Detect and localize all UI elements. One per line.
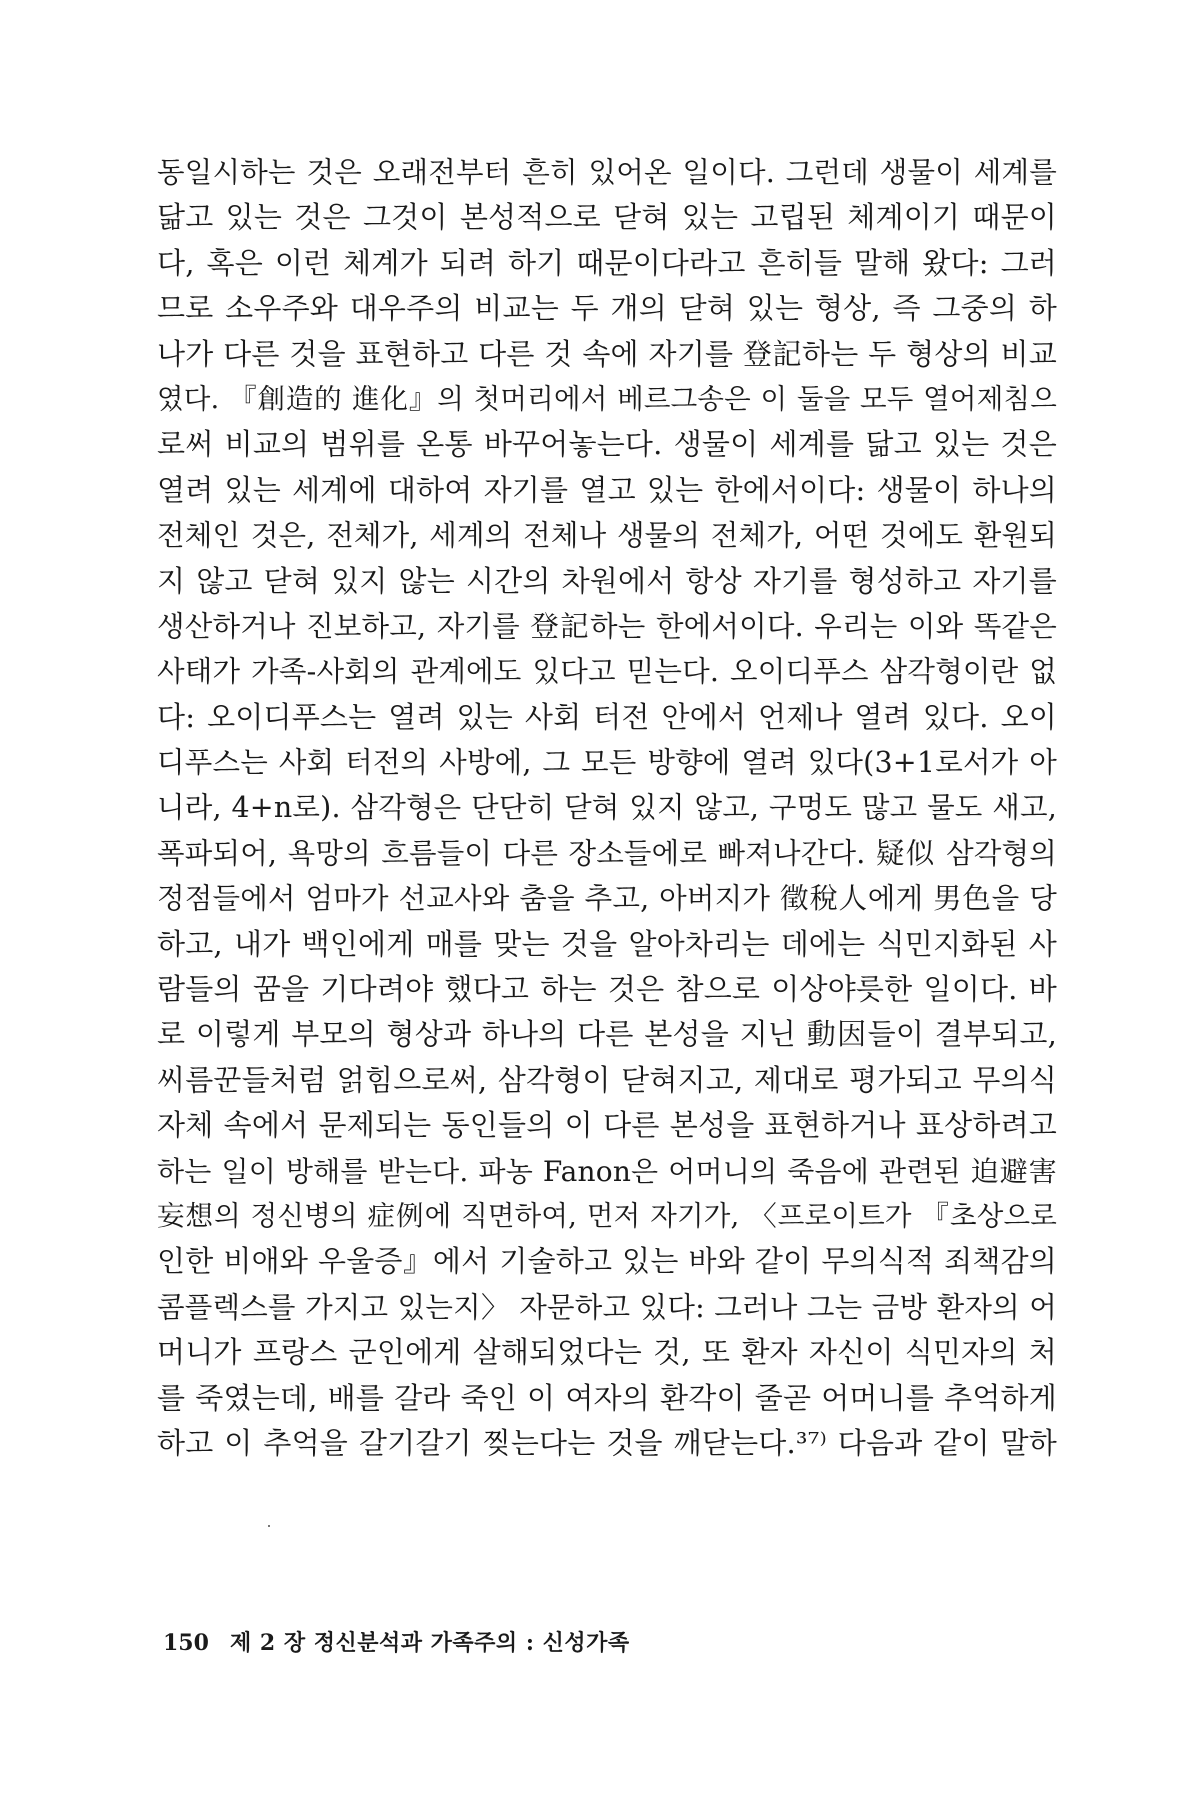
body-text [157,150,1057,1466]
text-line: 전체인 것은, 전체가, 세계의 전체나 생물의 전체가, 어떤 것에도 환원되 [157,519,1057,553]
text-line: 람들의 꿈을 기다려야 했다고 하는 것은 참으로 이상야릇한 일이다. 바 [157,972,1057,1007]
text-line: 콤플렉스를 가지고 있는지〉 자문하고 있다: 그러나 그는 금방 환자의 어 [157,1290,1057,1324]
text-line: 사태가 가족-사회의 관계에도 있다고 믿는다. 오이디푸스 삼각형이란 없 [157,655,1057,689]
text-line: 닮고 있는 것은 그것이 본성적으로 닫혀 있는 고립된 체계이기 때문이 [157,200,1057,235]
text-line: 지 않고 닫혀 있지 않는 시간의 차원에서 항상 자기를 형성하고 자기를 [157,563,1057,598]
text-line: 머니가 프랑스 군인에게 살해되었다는 것, 또 환자 자신이 식민자의 처 [157,1335,1057,1370]
text-line: 하고, 내가 백인에게 매를 맞는 것을 알아차리는 데에는 식민지화된 사 [157,926,1057,961]
text-line: 씨름꾼들처럼 얽힘으로써, 삼각형이 닫혀지고, 제대로 평가되고 무의식 [157,1062,1057,1097]
text-line: 를 죽였는데, 배를 갈라 죽인 이 여자의 환각이 줄곧 어머니를 추억하게 [157,1380,1057,1415]
text-line: 인한 비애와 우울증』에서 기술하고 있는 바와 같이 무의식적 죄책감의 [157,1244,1057,1279]
page-footer [163,1628,630,1659]
text-line: 자체 속에서 문제되는 동인들의 이 다른 본성을 표현하거나 표상하려고 [157,1108,1057,1143]
text-line: 다, 혹은 이런 체계가 되려 하기 때문이다라고 흔히들 말해 왔다: 그러 [157,245,1057,280]
running-chapter-title: 제 2 장 정신분석과 가족주의 : 신성가족 [229,1630,630,1656]
text-line: 하고 이 추억을 갈기갈기 찢는다는 것을 깨닫는다.³⁷⁾ 다음과 같이 말하 [157,1425,1057,1460]
text-line: 妄想의 정신병의 症例에 직면하여, 먼저 자기가, 〈프로이트가 『초상으로 [157,1199,1057,1232]
text-line: 니라, 4+n로). 삼각형은 단단히 닫혀 있지 않고, 구멍도 많고 물도 새고, [157,791,1057,825]
text-line: 로써 비교의 범위를 온통 바꾸어놓는다. 생물이 세계를 닮고 있는 것은 [157,427,1057,462]
text-line: 나가 다른 것을 표현하고 다른 것 속에 자기를 登記하는 두 형상의 비교 [157,336,1057,371]
text-line: 생산하거나 진보하고, 자기를 登記하는 한에서이다. 우리는 이와 똑같은 [157,609,1057,643]
text-line: 로 이렇게 부모의 형상과 하나의 다른 본성을 지닌 動因들이 결부되고, [157,1017,1057,1052]
text-line: 정점들에서 엄마가 선교사와 춤을 추고, 아버지가 徵稅人에게 男色을 당 [157,882,1057,916]
text-line: 므로 소우주와 대우주의 비교는 두 개의 닫혀 있는 형상, 즉 그중의 하 [157,291,1057,326]
text-line: 였다. 『創造的 進化』의 첫머리에서 베르그송은 이 둘을 모두 열어제침으 [157,382,1057,415]
page-number: 150 [163,1630,209,1656]
text-line: 하는 일이 방해를 받는다. 파농 Fanon은 어머니의 죽음에 관련된 迫避害 [157,1154,1057,1188]
text-line: 디푸스는 사회 터전의 사방에, 그 모든 방향에 열려 있다(3+1로서가 아 [157,746,1057,780]
text-line: 폭파되어, 욕망의 흐름들이 다른 장소들에로 빠져나간다. 疑似 삼각형의 [157,836,1057,870]
footer-dot [268,1525,270,1527]
text-line: 다: 오이디푸스는 열려 있는 사회 터전 안에서 언제나 열려 있다. 오이 [157,699,1057,734]
text-line: 동일시하는 것은 오래전부터 흔히 있어온 일이다. 그런데 생물이 세계를 [157,156,1057,189]
text-line: 열려 있는 세계에 대하여 자기를 열고 있는 한에서이다: 생물이 하나의 [157,472,1057,507]
